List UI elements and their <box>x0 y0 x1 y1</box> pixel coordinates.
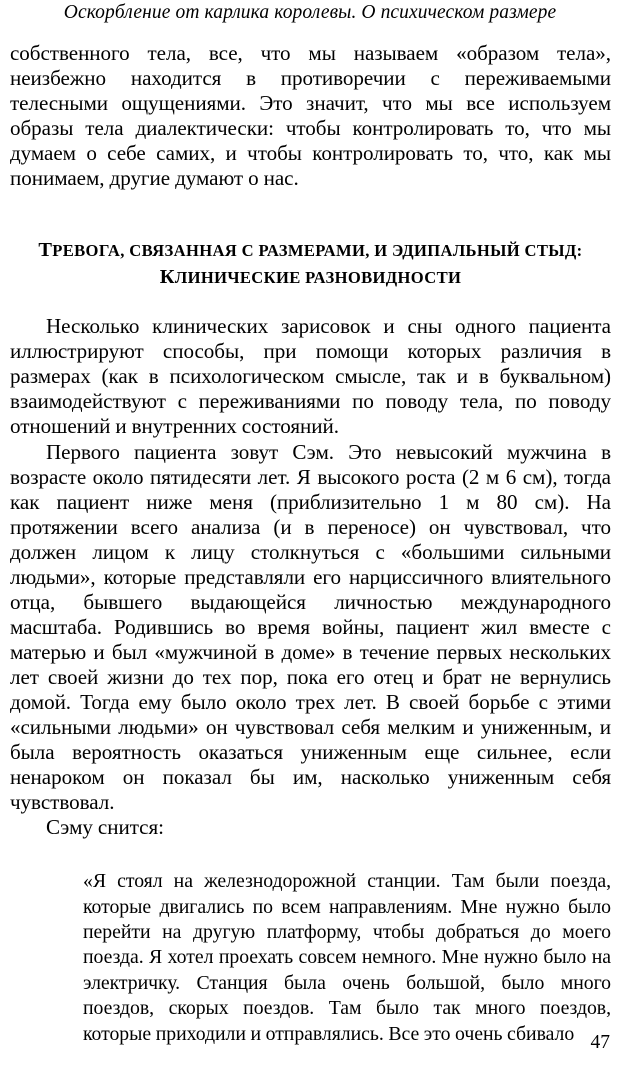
text-column <box>10 41 611 1047</box>
spacer-before-heading <box>10 191 611 237</box>
running-header: Оскорбление от карлика королевы. О психическом размере <box>63 2 557 23</box>
spacer-after-heading <box>10 291 611 314</box>
section-heading-initial-cap: Т <box>38 239 53 262</box>
section-heading-line-1-rest: РЕВОГА, СВЯЗАННАЯ С РАЗМЕРАМИ, И ЭДИПАЛЬНЫЙ СТЫД: <box>52 241 583 261</box>
body-paragraph-3: Первого пациента зовут Сэм. Это невысокий мужчина в возрасте около пятидесяти лет. Я высокого роста (2 м 6 см), тогда как пациент ниже меня (приблизительно 1 м 80 см). На протяжении всего анализа (и в переносе) он чувствовал, что должен лицом к лицу столкнуться с «большими сильными людьми», которые представляли его нарциссичного влиятельного отца, бывшего выдающейся личностью международного масштаба. Родившись во время войны, пациент жил вместе с матерью и был «мужчиной в доме» в течение первых нескольких лет своей жизни до тех пор, пока его отец и брат не вернулись домой. Тогда ему было около трех лет. В своей борьбе с этими «сильными людьми» он чувствовал себя мелким и униженным, и была вероятность оказаться униженным еще сильнее, если ненароком он показал бы им, насколько униженным себя чувствовал. <box>10 439 611 815</box>
spacer-before-quote <box>10 840 611 869</box>
page-number: 47 <box>590 1032 610 1053</box>
body-paragraph-4: Сэму снится: <box>46 815 164 840</box>
block-quote-paragraph: «Я стоял на железнодорожной станции. Там были поезда, которые двигались по всем направлениям. Мне нужно было перейти на другую платформу, чтобы добраться до моего поезда. Я хотел проехать совсем немного. Мне нужно было на электричку. Станция была очень большой, было много поездов, скорых поездов. Там было так много поездов, которые приходили и отправлялись. Все это очень сбивало <box>83 870 611 1045</box>
section-heading-line-1 <box>10 237 611 264</box>
body-paragraph-continued: собственного тела, все, что мы называем «образом тела», неизбежно находится в противоречии с переживаемыми телесными ощущениями. Это значит, что мы все используем образы тела диалектически: чтобы контролировать то, что мы думаем о себе самих, и чтобы контролировать то, что, как мы понимаем, другие думают о нас. <box>10 41 611 191</box>
section-heading <box>10 237 611 291</box>
section-heading-line-2: КЛИНИЧЕСКИЕ РАЗНОВИДНОСТИ <box>159 266 462 289</box>
block-quote <box>83 869 611 1047</box>
body-paragraph-2: Несколько клинических зарисовок и сны одного пациента иллюстрируют способы, при помощи которых различия в размерах (как в психологическом смысле, так и в буквальном) взаимодействуют с переживаниями по поводу тела, по поводу отношений и внутренних состояний. <box>10 314 611 439</box>
